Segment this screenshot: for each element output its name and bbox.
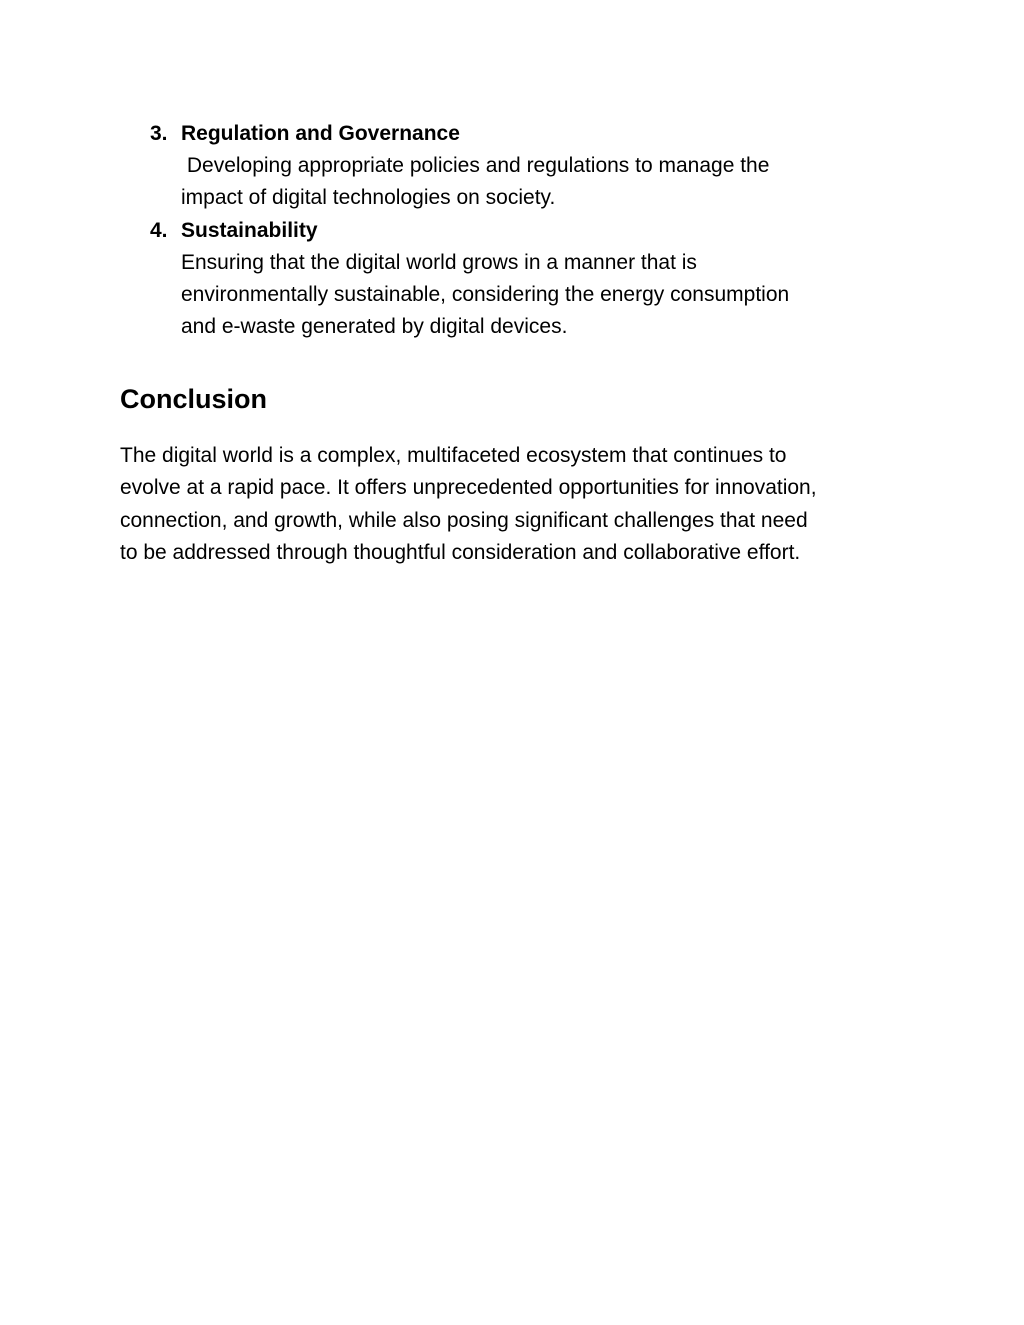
list-item-body: Ensuring that the digital world grows in a manner that is environmentally sustainable, considering the energy consumption and e-waste generated by digital devices. <box>181 250 790 339</box>
list-item-title: Regulation and Governance <box>181 122 460 145</box>
list-item-title: Sustainability <box>181 218 318 242</box>
list-item-number: 3. <box>150 122 168 145</box>
numbered-list <box>150 118 910 343</box>
list-item-body: Developing appropriate policies and regulations to manage the impact of digital technologies on society. <box>181 154 770 210</box>
section-heading-conclusion: Conclusion <box>120 384 267 414</box>
list-item <box>150 118 910 215</box>
conclusion-paragraph: The digital world is a complex, multifaceted ecosystem that continues to evolve at a rapid pace. It offers unprecedented opportunities for innovation, connection, and growth, while also posing significant challenges that need to be addressed through thoughtful consideration and collaborative effort. <box>120 444 817 564</box>
list-item-number: 4. <box>150 218 168 242</box>
list-item <box>150 215 910 344</box>
